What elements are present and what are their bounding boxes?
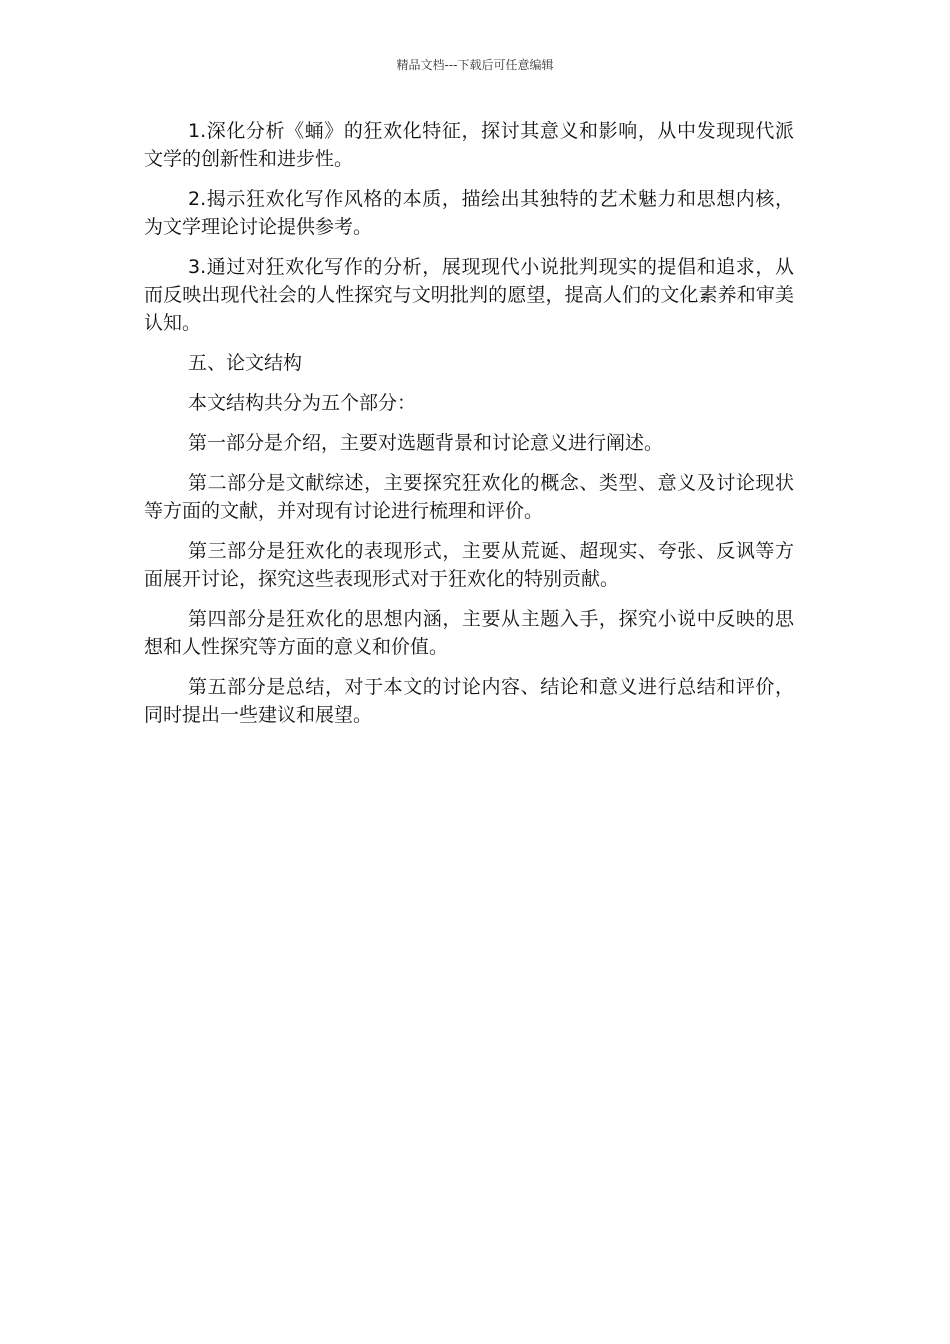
paragraph-structure-intro: 本文结构共分为五个部分： — [188, 392, 417, 414]
paragraph-part-2: 第二部分是文献综述，主要探究狂欢化的概念、类型、意义及讨论现状等方面的文献，并对现有讨论进行梳理和评价。 — [144, 472, 794, 522]
paragraph-part-1: 第一部分是介绍，主要对选题背景和讨论意义进行阐述。 — [188, 432, 664, 454]
page-header: 精品文档---下载后可任意编辑 — [396, 58, 554, 72]
paragraph-objective-2: 2.揭示狂欢化写作风格的本质，描绘出其独特的艺术魅力和思想内核，为文学理论讨论提供参考。 — [144, 188, 794, 238]
document-body — [144, 117, 794, 741]
section-heading-structure: 五、论文结构 — [188, 352, 303, 374]
paragraph-objective-1: 1.深化分析《蛹》的狂欢化特征，探讨其意义和影响，从中发现现代派文学的创新性和进步性。 — [144, 120, 794, 170]
paragraph-part-5: 第五部分是总结，对于本文的讨论内容、结论和意义进行总结和评价，同时提出一些建议和展望。 — [144, 676, 794, 726]
paragraph-objective-3: 3.通过对狂欢化写作的分析，展现现代小说批判现实的提倡和追求，从而反映出现代社会的人性探究与文明批判的愿望，提高人们的文化素养和审美认知。 — [144, 256, 794, 334]
paragraph-part-4: 第四部分是狂欢化的思想内涵，主要从主题入手，探究小说中反映的思想和人性探究等方面的意义和价值。 — [144, 608, 794, 658]
paragraph-part-3: 第三部分是狂欢化的表现形式，主要从荒诞、超现实、夸张、反讽等方面展开讨论，探究这些表现形式对于狂欢化的特别贡献。 — [144, 540, 794, 590]
